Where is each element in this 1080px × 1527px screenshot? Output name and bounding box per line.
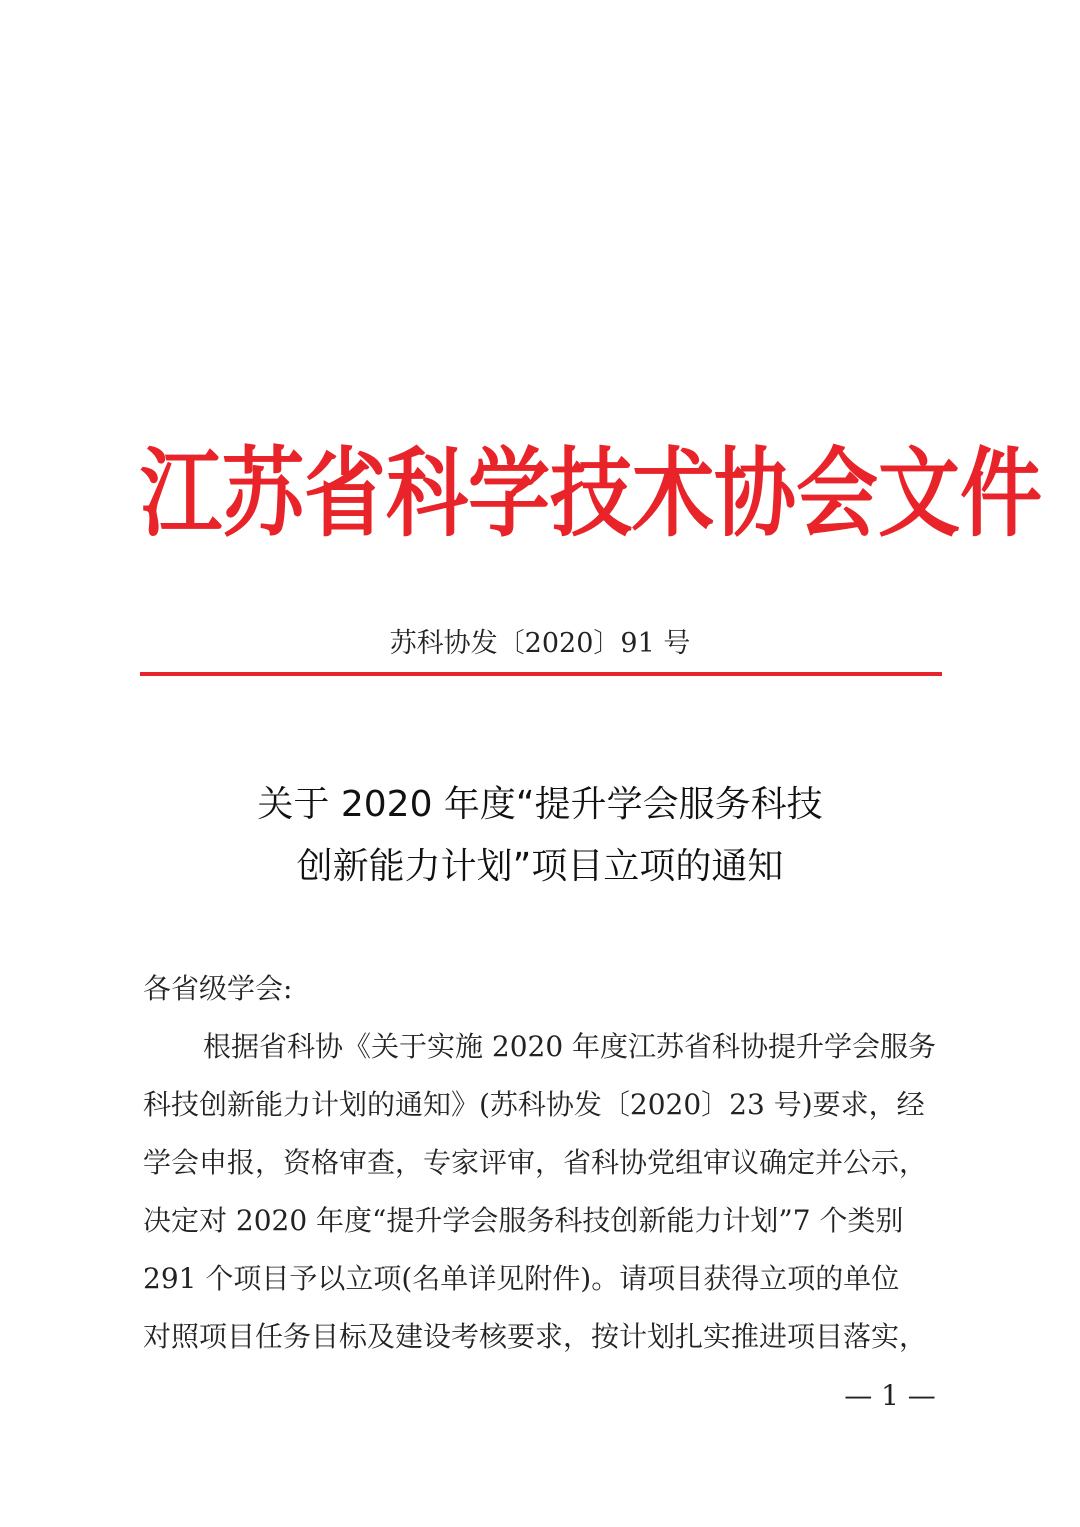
page-number: — 1 —	[844, 1379, 936, 1412]
body-line-4: 决定对 2020 年度“提升学会服务科技创新能力计划”7 个类别	[143, 1204, 904, 1237]
notice-body	[143, 960, 943, 1366]
body-line-5: 291 个项目予以立项(名单详见附件)。请项目获得立项的单位	[143, 1262, 900, 1295]
red-divider-line	[140, 672, 942, 676]
notice-title	[140, 774, 940, 898]
salutation: 各省级学会:	[143, 972, 293, 1005]
issuer-masthead: 江苏省科学技术协会文件	[140, 438, 1043, 551]
notice-title-line-1: 关于 2020 年度“提升学会服务科技	[257, 784, 823, 825]
body-line-1: 根据省科协《关于实施 2020 年度江苏省科协提升学会服务	[203, 1030, 937, 1063]
document-number: 苏科协发〔2020〕91 号	[389, 628, 691, 659]
body-line-2: 科技创新能力计划的通知》(苏科协发〔2020〕23 号)要求，经	[143, 1088, 925, 1121]
body-line-3: 学会申报，资格审查，专家评审，省科协党组审议确定并公示，	[143, 1146, 928, 1179]
body-line-6: 对照项目任务目标及建设考核要求，按计划扎实推进项目落实，	[143, 1320, 928, 1353]
notice-title-line-2: 创新能力计划”项目立项的通知	[296, 846, 784, 887]
